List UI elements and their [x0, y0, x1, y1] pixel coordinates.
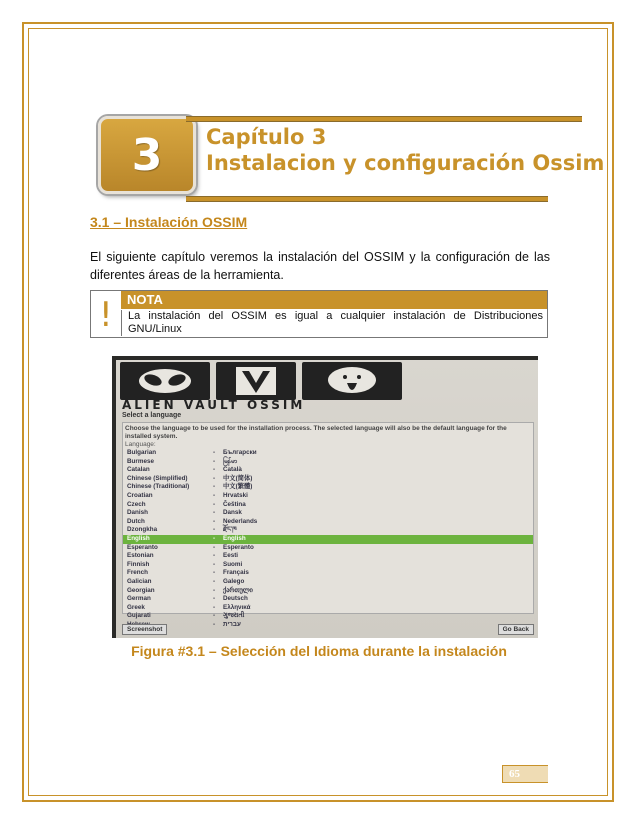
language-name: Georgian [127, 586, 155, 594]
installer-heading: Select a language [122, 412, 182, 419]
language-separator: - [213, 509, 216, 517]
language-native-name: עברית [223, 620, 241, 628]
language-name: Catalan [127, 466, 150, 474]
language-separator: - [213, 595, 216, 603]
language-row[interactable] [123, 561, 533, 570]
language-native-name: Български [223, 449, 257, 456]
language-separator: - [213, 534, 216, 542]
language-native-name: ગુજરાતી [223, 612, 245, 620]
language-native-name: Galego [223, 577, 245, 585]
ossim-logo [120, 362, 410, 402]
language-panel [122, 422, 534, 628]
language-row[interactable] [123, 544, 533, 553]
language-separator: - [213, 457, 216, 465]
language-row[interactable] [123, 552, 533, 561]
screenshot-button[interactable]: Screenshot [122, 624, 167, 635]
logo-text: ALIEN VAULT OSSIM [122, 398, 306, 412]
chapter-number-box [98, 116, 196, 194]
alien-logo-icon [120, 362, 210, 400]
language-row[interactable] [123, 526, 533, 535]
language-name: Chinese (Simplified) [127, 474, 188, 482]
language-separator: - [213, 620, 216, 628]
language-row[interactable] [123, 587, 533, 596]
chapter-title [206, 124, 604, 176]
language-name: French [127, 569, 148, 577]
chapter-rule-bottom [186, 196, 548, 202]
language-native-name: Čeština [223, 500, 246, 508]
elephant-logo-icon [302, 362, 402, 400]
chapter-number: 3 [131, 129, 163, 181]
section-title: 3.1 – Instalación OSSIM [90, 214, 248, 230]
go-back-button[interactable]: Go Back [498, 624, 534, 635]
chapter-title-line2: Instalacion y configuración Ossim [206, 151, 605, 175]
language-row[interactable] [123, 595, 533, 604]
language-row[interactable] [123, 501, 533, 510]
language-separator: - [213, 612, 216, 620]
language-name: Dutch [127, 517, 145, 525]
language-native-name: Esperanto [223, 543, 254, 551]
language-column-label: Language: [125, 441, 156, 448]
language-separator: - [213, 483, 216, 491]
language-list[interactable] [123, 449, 533, 629]
figure-caption: Figura #3.1 – Selección del Idioma durante la instalación [131, 643, 507, 659]
language-name: Bulgarian [127, 449, 157, 456]
language-native-name: Deutsch [223, 595, 248, 603]
language-native-name: ქართული [223, 586, 253, 594]
language-row[interactable] [123, 612, 533, 621]
language-row[interactable] [123, 483, 533, 492]
language-name: Czech [127, 500, 146, 508]
language-separator: - [213, 474, 216, 482]
language-separator: - [213, 543, 216, 551]
intro-paragraph: El siguiente capítulo veremos la instalación del OSSIM y la configuración de las diferentes áreas de la herramienta. [90, 250, 550, 282]
language-row[interactable] [123, 466, 533, 475]
language-row[interactable] [123, 604, 533, 613]
language-separator: - [213, 526, 216, 534]
language-native-name: 中文(繁體) [223, 483, 253, 491]
language-native-name: Dansk [223, 509, 242, 517]
note-box [90, 290, 548, 338]
language-native-name: Ελληνικά [223, 603, 251, 611]
chapter-rule-top [186, 116, 582, 122]
language-row[interactable] [123, 492, 533, 501]
language-row[interactable] [123, 569, 533, 578]
language-native-name: 中文(简体) [223, 474, 253, 482]
language-row[interactable] [123, 518, 533, 527]
note-header: NOTA [121, 291, 547, 309]
language-name: Galician [127, 577, 152, 585]
language-name: Estonian [127, 552, 154, 560]
exclamation-icon: ! [99, 295, 113, 335]
language-separator: - [213, 500, 216, 508]
language-separator: - [213, 603, 216, 611]
language-name: Croatian [127, 491, 153, 499]
installer-photo [112, 356, 538, 638]
language-separator: - [213, 466, 216, 474]
installer-instruction: Choose the language to be used for the installation process. The selected language will also be the default language for the installed system. [125, 425, 507, 440]
language-name: Danish [127, 509, 148, 517]
vault-logo-icon [216, 362, 296, 400]
language-name: Gujarati [127, 612, 151, 620]
language-native-name: English [223, 534, 246, 542]
language-row[interactable] [123, 621, 533, 630]
language-native-name: རྫོང་ཁ [223, 526, 237, 534]
language-native-name: Català [223, 466, 242, 474]
language-row[interactable] [123, 509, 533, 518]
note-text: La instalación del OSSIM es igual a cualquier instalación de Distribuciones GNU/Linux [121, 310, 547, 336]
chapter-title-line1: Capítulo 3 [206, 125, 327, 149]
language-separator: - [213, 560, 216, 568]
language-native-name: Français [223, 569, 249, 577]
language-row[interactable] [123, 449, 533, 458]
language-name: Dzongkha [127, 526, 158, 534]
page-number: 65 [502, 765, 548, 783]
language-separator: - [213, 449, 216, 456]
installer-screen [116, 360, 538, 638]
language-native-name: Nederlands [223, 517, 258, 525]
language-name: Finnish [127, 560, 150, 568]
language-separator: - [213, 491, 216, 499]
language-native-name: Eesti [223, 552, 239, 560]
language-name: Burmese [127, 457, 154, 465]
language-native-name: မြန်မာ [223, 457, 238, 465]
language-separator: - [213, 569, 216, 577]
language-name: Chinese (Traditional) [127, 483, 190, 491]
language-name: German [127, 595, 151, 603]
language-name: Esperanto [127, 543, 158, 551]
language-separator: - [213, 577, 216, 585]
language-name: Greek [127, 603, 145, 611]
language-row[interactable] [123, 535, 533, 544]
language-name: English [127, 534, 150, 542]
language-row[interactable] [123, 578, 533, 587]
language-row[interactable] [123, 475, 533, 484]
language-native-name: Suomi [223, 560, 243, 568]
language-separator: - [213, 552, 216, 560]
language-separator: - [213, 517, 216, 525]
language-native-name: Hrvatski [223, 491, 248, 499]
language-row[interactable] [123, 458, 533, 467]
language-separator: - [213, 586, 216, 594]
